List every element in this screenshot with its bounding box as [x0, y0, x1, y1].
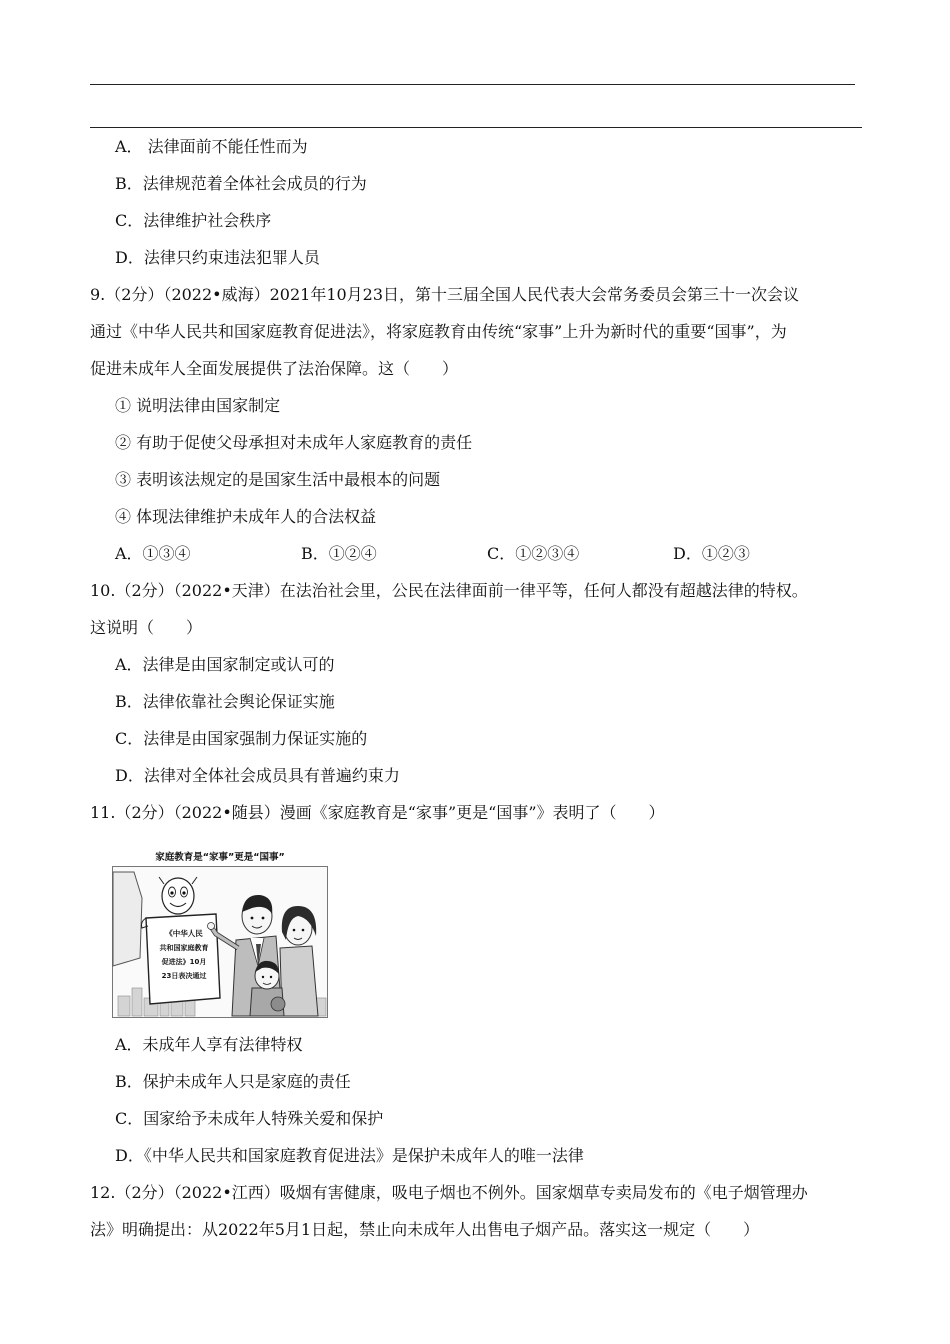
- option-c[interactable]: C．法律维护社会秩序: [115, 211, 272, 230]
- cartoon-illustration: [112, 848, 328, 1018]
- option-d[interactable]: D．《中华人民共和国家庭教育促进法》是保护未成年人的唯一法律: [115, 1146, 584, 1165]
- option-a[interactable]: A．未成年人享有法律特权: [115, 1035, 303, 1054]
- option-d[interactable]: D．法律只约束违法犯罪人员: [115, 248, 320, 267]
- question-10: [90, 577, 865, 799]
- option-b[interactable]: B．法律规范着全体社会成员的行为: [115, 174, 367, 193]
- option-c[interactable]: C．国家给予未成年人特殊关爱和保护: [115, 1109, 384, 1128]
- question-stem-line: 这说明（ ）: [90, 618, 203, 637]
- doc-line-1: 《中华人民: [165, 929, 203, 938]
- statement-3: ③ 表明该法规定的是国家生活中最根本的问题: [115, 470, 441, 489]
- question-stem-line: 10.（2分）（2022•天津）在法治社会里，公民在法律面前一律平等，任何人都没有超越法律的特权。: [90, 581, 808, 600]
- option-a[interactable]: A．①③④: [115, 544, 191, 563]
- question-stem-line: 通过《中华人民共和国家庭教育促进法》，将家庭教育由传统“家事”上升为新时代的重要“国事”，为: [90, 322, 787, 341]
- question-stem-line: 11.（2分）（2022•随县）漫画《家庭教育是“家事”更是“国事”》表明了（ ）: [90, 803, 665, 822]
- header-rule-top: [90, 84, 855, 85]
- header-rule-bottom: [90, 127, 862, 128]
- exam-page-content: [90, 133, 865, 1253]
- statement-1: ① 说明法律由国家制定: [115, 396, 281, 415]
- question-9: [90, 281, 865, 577]
- question-stem-line: 促进未成年人全面发展提供了法治保障。这（ ）: [90, 359, 459, 378]
- mother-figure: [280, 906, 318, 1016]
- statement-4: ④ 体现法律维护未成年人的合法权益: [115, 507, 377, 526]
- doc-line-2: 共和国家庭教育: [159, 944, 209, 952]
- option-b[interactable]: B．①②④: [301, 544, 377, 563]
- question-9-options: [90, 540, 865, 577]
- doc-line-3: 促进法》10月: [161, 958, 207, 966]
- question-stem-line: 法》明确提出：从2022年5月1日起，禁止向未成年人出售电子烟产品。落实这一规定（ ）: [90, 1220, 760, 1239]
- question-stem-line: 12.（2分）（2022•江西）吸烟有害健康，吸电子烟也不例外。国家烟草专卖局发布的《电子烟管理办: [90, 1183, 808, 1202]
- option-b[interactable]: B．法律依靠社会舆论保证实施: [115, 692, 335, 711]
- option-a[interactable]: A．法律是由国家制定或认可的: [115, 655, 335, 674]
- option-d[interactable]: D．法律对全体社会成员具有普遍约束力: [115, 766, 400, 785]
- option-d[interactable]: D．①②③: [673, 544, 750, 563]
- option-c[interactable]: C．①②③④: [487, 544, 580, 563]
- option-a[interactable]: A． 法律面前不能任性而为: [115, 137, 308, 156]
- question-stem-line: 9.（2分）（2022•威海）2021年10月23日，第十三届全国人民代表大会常务委员会第三十一次会议: [90, 285, 800, 304]
- question-8-options: [90, 133, 865, 281]
- question-11: [90, 799, 865, 1179]
- statement-2: ② 有助于促使父母承担对未成年人家庭教育的责任: [115, 433, 473, 452]
- doc-line-4: 23日表决通过: [161, 972, 207, 980]
- question-12: [90, 1179, 865, 1253]
- cartoon-container: [90, 836, 865, 1031]
- option-b[interactable]: B．保护未成年人只是家庭的责任: [115, 1072, 351, 1091]
- cartoon-title: 家庭教育是“家事”更是“国事”: [155, 852, 285, 863]
- option-c[interactable]: C．法律是由国家强制力保证实施的: [115, 729, 368, 748]
